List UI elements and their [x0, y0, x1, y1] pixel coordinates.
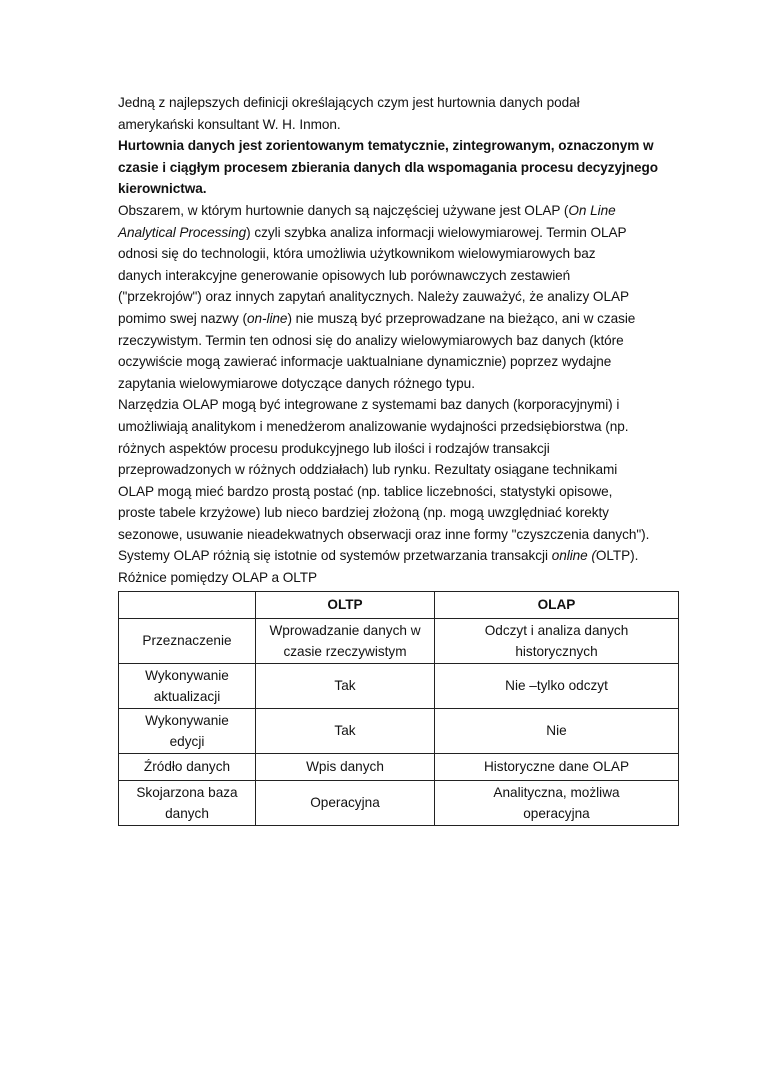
text-line [118, 200, 678, 222]
text-line: Narzędzia OLAP mogą być integrowane z systemami baz danych (korporacyjnymi) i [118, 397, 620, 413]
systems-paragraph [118, 545, 678, 588]
text-line: umożliwiają analitykom i menedżerom analizowanie wydajności przedsiębiorstwa (np. [118, 418, 629, 434]
table-row-label [119, 780, 256, 825]
text-span-italic: On Line [568, 202, 616, 218]
cell-line: czasie rzeczywistym [283, 643, 407, 659]
text-line: różnych aspektów procesu produkcyjnego lub ilości i rodzajów transakcji [118, 440, 550, 456]
table-header-oltp: OLTP [256, 591, 435, 618]
text-line: zapytania wielowymiarowe dotyczące danych różnego typu. [118, 375, 475, 391]
text-line: oczywiście mogą zawierać informacje uaktualniane dynamicznie) poprzez wydajne [118, 354, 612, 370]
cell-line: Odczyt i analiza danych [484, 622, 629, 638]
cell-line: Wykonywanie [145, 712, 229, 728]
table-header-olap: OLAP [435, 591, 679, 618]
table-cell-olap [435, 618, 679, 663]
text-line: Hurtownia danych jest zorientowanym tematycznie, zintegrowanym, oznaczonym w [118, 138, 654, 154]
definition-paragraph [118, 135, 678, 200]
text-span-italic: online ( [551, 548, 596, 564]
table-header-row [119, 591, 679, 618]
text-span-italic: Analytical Processing [118, 224, 247, 240]
text-span: pomimo swej nazwy ( [118, 310, 247, 326]
tools-paragraph [118, 394, 678, 545]
table-row [119, 753, 679, 780]
table-cell-oltp [256, 618, 435, 663]
text-span-italic: on-line [246, 310, 288, 326]
table-row-label: Źródło danych [119, 753, 256, 780]
table-header-empty [119, 591, 256, 618]
text-line: kierownictwa. [118, 181, 207, 197]
table-cell-olap: Historyczne dane OLAP [435, 753, 679, 780]
document-page [118, 92, 678, 826]
table-cell-oltp: Wpis danych [256, 753, 435, 780]
table-row-label [119, 663, 256, 708]
table-cell-olap: Nie [435, 708, 679, 753]
olap-paragraph [118, 200, 678, 394]
cell-line: Wykonywanie [145, 667, 229, 683]
text-span: ) nie muszą być przeprowadzane na bieżąco, ani w czasie [287, 310, 636, 326]
cell-line: operacyjna [523, 805, 590, 821]
cell-line: historycznych [515, 643, 598, 659]
table-caption: Różnice pomiędzy OLAP a OLTP [118, 570, 318, 586]
text-line: ("przekrojów") oraz innych zapytań analitycznych. Należy zauważyć, że analizy OLAP [118, 289, 630, 305]
text-span: ) czyli szybka analiza informacji wielowymiarowej. Termin OLAP [246, 224, 627, 240]
text-line: OLAP mogą mieć bardzo prostą postać (np. tablice liczebności, statystyki opisowe, [118, 483, 613, 499]
text-line: Jedną z najlepszych definicji określających czym jest hurtownia danych podał [118, 95, 580, 110]
table-row [119, 663, 679, 708]
text-span: Obszarem, w którym hurtownie danych są najczęściej używane jest OLAP ( [118, 202, 569, 218]
table-cell-olap: Nie –tylko odczyt [435, 663, 679, 708]
text-line: danych interakcyjne generowanie opisowych lub porównawczych zestawień [118, 267, 571, 283]
text-line: amerykański konsultant W. H. Inmon. [118, 116, 341, 132]
text-line: proste tabele krzyżowe) lub nieco bardziej złożoną (np. mogą uwzględniać korekty [118, 505, 609, 521]
table-row [119, 780, 679, 825]
intro-paragraph [118, 92, 678, 135]
cell-line: edycji [169, 733, 205, 749]
table-row [119, 708, 679, 753]
cell-line: danych [165, 805, 209, 821]
text-line: rzeczywistym. Termin ten odnosi się do analizy wielowymiarowych baz danych (które [118, 332, 624, 348]
text-line: odnosi się do technologii, która umożliwia użytkownikom wielowymiarowych baz [118, 246, 596, 262]
table-row-label: Przeznaczenie [119, 618, 256, 663]
cell-line: Analityczna, możliwa [493, 784, 620, 800]
text-span: OLTP). [595, 548, 639, 564]
table-row-label [119, 708, 256, 753]
text-line [118, 308, 678, 330]
cell-line: Skojarzona baza [136, 784, 238, 800]
table-cell-oltp: Tak [256, 708, 435, 753]
text-line [118, 545, 678, 567]
text-line: przeprowadzonych w różnych oddziałach) lub rynku. Rezultaty osiągane technikami [118, 462, 618, 478]
text-span: Systemy OLAP różnią się istotnie od systemów przetwarzania transakcji [118, 548, 552, 564]
text-line: sezonowe, usuwanie nieadekwatnych obserwacji oraz inne formy "czyszczenia danych"). [118, 526, 650, 542]
text-line [118, 222, 678, 244]
text-line: czasie i ciągłym procesem zbierania danych dla wspomagania procesu decyzyjnego [118, 159, 659, 175]
table-cell-olap [435, 780, 679, 825]
cell-line: Wprowadzanie danych w [269, 622, 421, 638]
table-row [119, 618, 679, 663]
comparison-table [118, 591, 679, 826]
cell-line: aktualizacji [153, 688, 221, 704]
table-cell-oltp: Operacyjna [256, 780, 435, 825]
table-cell-oltp: Tak [256, 663, 435, 708]
